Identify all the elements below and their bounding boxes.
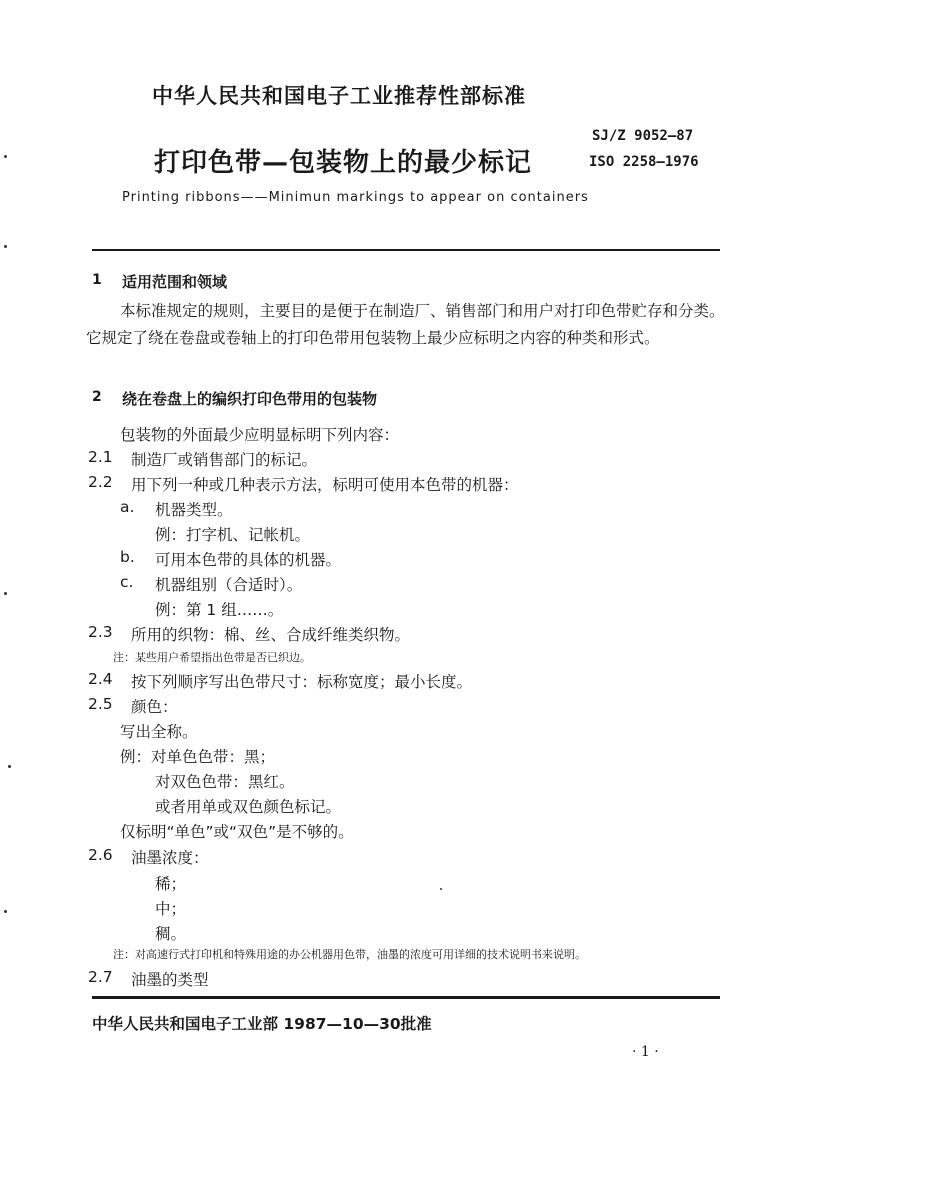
section-1-paragraph: 本标准规定的规则，主要目的是便于在制造厂、销售部门和用户对打印色带贮存和分类。它规定了绕在卷盘或卷轴上的打印色带用包装物上最少应标明之内容的种类和形式。: [86, 302, 725, 347]
section-2-intro: 包装物的外面最少应明显标明下列内容：: [120, 426, 400, 444]
item-2-6-medium: 中；: [155, 900, 187, 918]
item-2-5-line2: 例：对单色色带：黑；: [120, 748, 276, 766]
item-2-2-c-text: 机器组别（合适时）。: [155, 576, 303, 594]
item-2-2-b-text: 可用本色带的具体的机器。: [155, 551, 342, 569]
item-2-4-text: 按下列顺序写出色带尺寸：标称宽度；最小长度。: [131, 673, 473, 691]
section-1-number: 1: [92, 272, 102, 288]
iso-number: ISO 2258—1976: [589, 154, 699, 170]
item-2-5-line4: 或者用单或双色颜色标记。: [155, 798, 342, 816]
section-2-heading: 绕在卷盘上的编织打印色带用的包装物: [122, 390, 378, 408]
top-divider: [92, 249, 720, 251]
item-2-2-text: 用下列一种或几种表示方法，标明可使用本色带的机器：: [131, 476, 519, 494]
item-2-2-b-label: b.: [120, 548, 135, 566]
english-title: Printing ribbons——Minimun markings to appear on containers: [122, 190, 589, 205]
item-2-2-a-label: a.: [120, 498, 135, 516]
item-2-4-number: 2.4: [88, 670, 113, 688]
item-2-5-text: 颜色：: [131, 698, 178, 716]
standard-number: SJ/Z 9052—87: [592, 128, 694, 144]
item-2-6-thick: 稠。: [155, 925, 187, 943]
item-2-5-line5: 仅标明“单色”或“双色”是不够的。: [120, 823, 354, 841]
item-2-5-line1: 写出全称。: [120, 723, 198, 741]
item-2-2-c-example: 例：第 1 组……。: [155, 601, 284, 619]
item-2-6-number: 2.6: [88, 846, 113, 864]
ministry-standard-heading: 中华人民共和国电子工业推荐性部标准: [152, 84, 526, 108]
item-2-2-c-label: c.: [120, 573, 134, 591]
item-2-6-thin: 稀；: [155, 875, 187, 893]
item-2-3-text: 所用的织物：棉、丝、合成纤维类织物。: [131, 626, 411, 644]
item-2-5-line3: 对双色色带：黑红。: [155, 773, 295, 791]
item-2-1-number: 2.1: [88, 448, 113, 466]
scan-speck: [4, 592, 7, 595]
item-2-3-number: 2.3: [88, 623, 113, 641]
approval-line: 中华人民共和国电子工业部 1987—10—30批准: [92, 1015, 432, 1033]
section-1-heading: 适用范围和领域: [122, 273, 228, 291]
item-2-1-text: 制造厂或销售部门的标记。: [131, 451, 318, 469]
scan-speck: [4, 155, 7, 158]
item-2-2-a-example: 例：打字机、记帐机。: [155, 526, 311, 544]
item-2-7-number: 2.7: [88, 968, 113, 986]
scan-speck: [4, 910, 7, 913]
item-2-6-text: 油墨浓度：: [131, 849, 209, 867]
item-2-5-number: 2.5: [88, 695, 113, 713]
item-2-2-number: 2.2: [88, 473, 113, 491]
item-2-3-note: 注：某些用户希望指出色带是否已织边。: [113, 651, 311, 664]
bottom-divider: [92, 996, 720, 999]
item-2-2-a-text: 机器类型。: [155, 501, 233, 519]
item-2-7-text: 油墨的类型: [131, 971, 209, 989]
page-number: · 1 ·: [632, 1044, 659, 1060]
scan-speck: [440, 888, 442, 890]
scan-speck: [8, 765, 11, 768]
section-2-number: 2: [92, 389, 102, 405]
item-2-6-note: 注：对高速行式打印机和特殊用途的办公机器用色带，油墨的浓度可用详细的技术说明书来说明。: [113, 948, 586, 961]
document-title: 打印色带—包装物上的最少标记: [154, 148, 533, 178]
scan-speck: [4, 245, 7, 248]
